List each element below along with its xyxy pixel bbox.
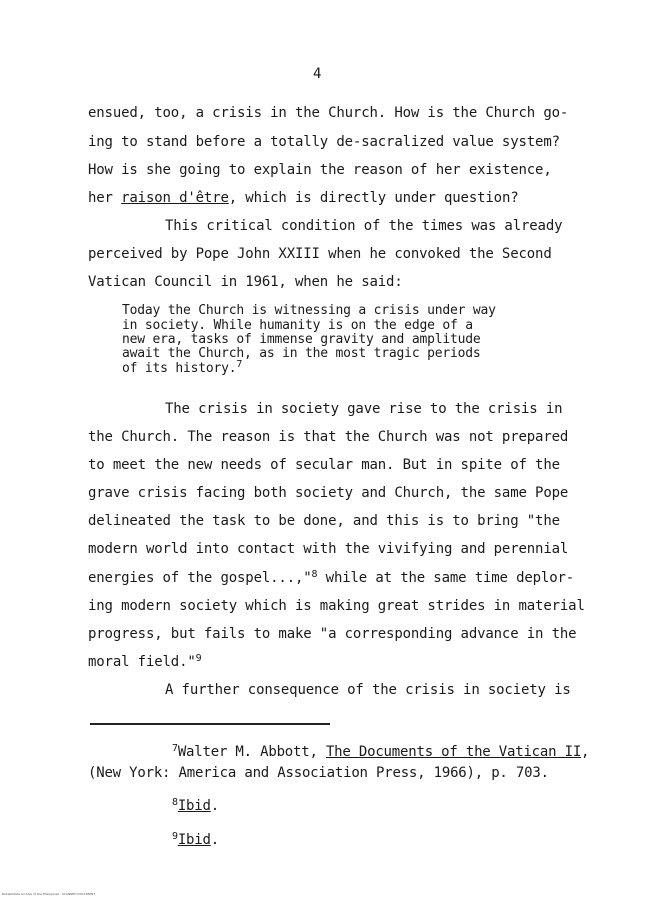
body-line: How is she going to explain the reason of her existence, — [88, 162, 552, 178]
body-line: delineated the task to be done, and this is to bring "the — [88, 513, 560, 529]
footnote-mark: 8 — [172, 797, 178, 808]
body-line: This critical condition of the times was already — [165, 218, 563, 234]
footnote-divider — [90, 723, 330, 725]
footnote-8: $^8$Ibid. — [172, 797, 219, 814]
footnote-7: $^7$Walter M. Abbott, The Documents of the Vatican II, — [172, 743, 590, 760]
footnote-ref: 9 — [195, 653, 202, 664]
body-line: The crisis in society gave rise to the crisis in — [165, 401, 563, 417]
footnote-mark: 9 — [172, 831, 178, 842]
block-quote-line: await the Church, as in the most tragic periods — [122, 346, 481, 361]
block-quote-line: Today the Church is witnessing a crisis under way — [122, 303, 496, 318]
body-line: the Church. The reason is that the Church was not prepared — [88, 429, 569, 445]
body-line: modern world into contact with the vivifying and perennial — [88, 541, 569, 557]
page-number: 4 — [313, 66, 322, 82]
body-text: her — [88, 190, 122, 206]
body-line: ing to stand before a totally de-sacralized value system? — [88, 134, 560, 150]
body-line: grave crisis facing both society and Church, the same Pope — [88, 485, 569, 501]
body-line — [88, 190, 608, 206]
raison-detre-term: raison d'être — [121, 190, 229, 206]
archive-stamp: Rehabilitate Archive of the Philippines · SCANNED DOCUMENT — [2, 892, 96, 896]
body-line: progress, but fails to make "a corresponding advance in the — [88, 626, 577, 642]
cited-title: The Documents of the Vatican II — [325, 744, 582, 760]
block-quote-line: of its history.$^7$ — [122, 359, 243, 376]
body-line: A further consequence of the crisis in society is — [165, 682, 571, 698]
block-quote-line: in society. While humanity is on the edge of a — [122, 318, 473, 333]
body-line: moral field."$^9$ — [88, 653, 202, 670]
footnote-7-line2: (New York: America and Association Press, 1966), p. 703. — [88, 765, 549, 781]
body-line: ensued, too, a crisis in the Church. How is the Church go- — [88, 105, 569, 121]
body-line: energies of the gospel...,"$^8$ while at the same time deplor- — [88, 569, 575, 586]
block-quote-line: new era, tasks of immense gravity and amplitude — [122, 332, 481, 347]
footnote-9: $^9$Ibid. — [172, 831, 219, 848]
footnote-ref: 8 — [311, 569, 318, 580]
body-line: to meet the new needs of secular man. But in spite of the — [88, 457, 560, 473]
footnote-ref: 7 — [236, 359, 243, 370]
body-line: perceived by Pope John XXIII when he convoked the Second — [88, 246, 552, 262]
body-text: , which is directly under question? — [228, 190, 519, 206]
footnote-mark: 7 — [172, 743, 178, 754]
body-line: Vatican Council in 1961, when he said: — [88, 274, 403, 290]
body-line: ing modern society which is making great strides in material — [88, 598, 585, 614]
